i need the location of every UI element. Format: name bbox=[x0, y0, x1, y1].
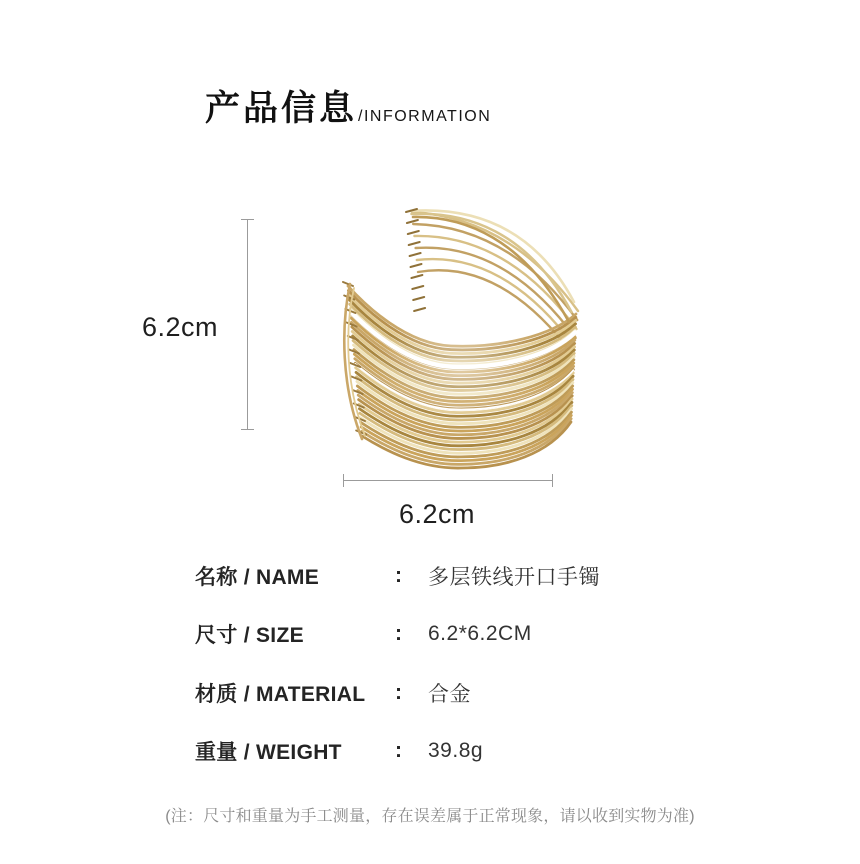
spec-value: 6.2*6.2CM bbox=[428, 622, 532, 646]
vertical-dimension-line bbox=[247, 219, 248, 430]
page-title bbox=[205, 90, 491, 129]
spec-colon: : bbox=[395, 564, 402, 588]
spec-label: 材质 / MATERIAL bbox=[195, 682, 366, 706]
bracelet-cuff-illustration bbox=[336, 196, 586, 476]
product-image bbox=[336, 196, 586, 476]
spec-row-size bbox=[195, 605, 695, 663]
spec-label: 重量 / WEIGHT bbox=[195, 741, 342, 765]
spec-colon: : bbox=[395, 622, 402, 646]
spec-value: 39.8g bbox=[428, 739, 484, 763]
spec-value: 多层铁线开口手镯 bbox=[428, 566, 600, 590]
specs-table bbox=[195, 547, 695, 780]
page-title-cn: 产品信息 bbox=[205, 89, 358, 128]
spec-value: 合金 bbox=[428, 682, 471, 706]
page-title-en: /INFORMATION bbox=[358, 107, 492, 125]
spec-row-name bbox=[195, 547, 695, 605]
vertical-dimension-label: 6.2cm bbox=[142, 312, 219, 342]
spec-label: 名称 / NAME bbox=[195, 566, 320, 590]
horizontal-dimension-line bbox=[343, 480, 553, 481]
spec-colon: : bbox=[395, 680, 402, 704]
horizontal-dimension-label: 6.2cm bbox=[398, 499, 476, 529]
spec-label: 尺寸 / SIZE bbox=[195, 624, 304, 648]
spec-colon: : bbox=[395, 739, 402, 763]
spec-row-material bbox=[195, 664, 695, 722]
footer-note: (注：尺寸和重量为手工测量，存在误差属于正常现象，请以收到实物为准) bbox=[165, 808, 695, 825]
spec-row-weight bbox=[195, 722, 695, 780]
